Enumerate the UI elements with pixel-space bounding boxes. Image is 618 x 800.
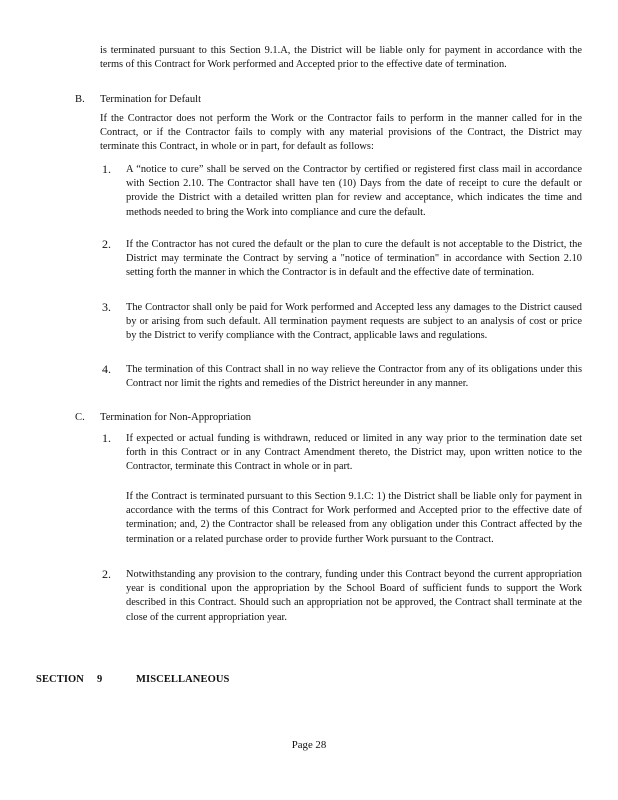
section-c-item-1-subparagraph: If the Contract is terminated pursuant to this Section 9.1.C: 1) the District shall be liable only for payment in accordance with the terms of this Contract for Work performed and Accepted prior to the effective date of termination; and, 2) the Contractor shall be released from any obligation under this Contract affected by the termination or a related purchase order to provide further Work pursuant to the Contract. <box>126 491 582 545</box>
section-b-intro-paragraph: If the Contractor does not perform the Work or the Contractor fails to perform in the manner called for in the Contract, or if the Contractor fails to comply with any material provisions of the Contract, the District may terminate this Contract, in whole or in part, for default as follows: <box>100 113 582 153</box>
section-b-item-4-text: The termination of this Contract shall in no way relieve the Contractor from any of its obligations under this Contract nor limit the rights and remedies of the District hereunder in any manner. <box>126 364 582 390</box>
section-heading-title: MISCELLANEOUS <box>136 674 230 685</box>
section-heading-number: 9 <box>97 674 103 685</box>
section-b-item-3-number: 3. <box>102 300 111 314</box>
page-number-footer: Page 28 <box>291 739 327 751</box>
section-b-item-2-number: 2. <box>102 237 111 251</box>
section-b-item-1-number: 1. <box>102 162 111 176</box>
section-b-item-3-text: The Contractor shall only be paid for Work performed and Accepted less any damages to the District caused by or arising from such default. All termination payment requests are subject to an analysis of cost or price by the District to verify compliance with the Contract, applicable laws and regulations. <box>126 302 582 342</box>
intro-continuation-paragraph: is terminated pursuant to this Section 9.1.A, the District will be liable only for payment in accordance with the terms of this Contract for Work performed and Accepted prior to the effective date of termination. <box>100 45 582 71</box>
section-c-item-2-number: 2. <box>102 567 111 581</box>
section-c-item-1-number: 1. <box>102 431 111 445</box>
section-b-letter: B. <box>75 94 85 105</box>
section-c-title: Termination for Non-Appropriation <box>100 412 252 423</box>
section-b-title: Termination for Default <box>100 94 202 105</box>
section-b-item-4-number: 4. <box>102 362 111 376</box>
section-c-letter: C. <box>75 412 85 423</box>
section-b-item-2-text: If the Contractor has not cured the default or the plan to cure the default is not acceptable to the District, the District may terminate the Contract by serving a "notice of termination" in accordance with Section 2.10 setting forth the manner in which the Contractor is in default and the effective date of termination. <box>126 239 582 279</box>
section-heading-label: SECTION <box>36 674 84 685</box>
section-c-item-2-text: Notwithstanding any provision to the contrary, funding under this Contract beyond the current appropriation year is conditional upon the appropriation by the School Board of sufficient funds to support the Work described in this Contract. Should such an appropriation not be approved, the Contract shall terminate at the close of the current appropriation year. <box>126 569 582 623</box>
section-c-item-1-text: If expected or actual funding is withdrawn, reduced or limited in any way prior to the termination date set forth in this Contract or in any Contract Amendment thereto, the District may, upon written notice to the Contractor, terminate this Contract in whole or in part. <box>126 433 582 473</box>
section-b-item-1-text: A “notice to cure” shall be served on the Contractor by certified or registered first class mail in accordance with Section 2.10. The Contractor shall have ten (10) Days from the date of receipt to cure the default or provide the District with a detailed written plan for review and acceptance, which indicates the time and methods needed to bring the Work into compliance and cure the default. <box>126 164 582 218</box>
